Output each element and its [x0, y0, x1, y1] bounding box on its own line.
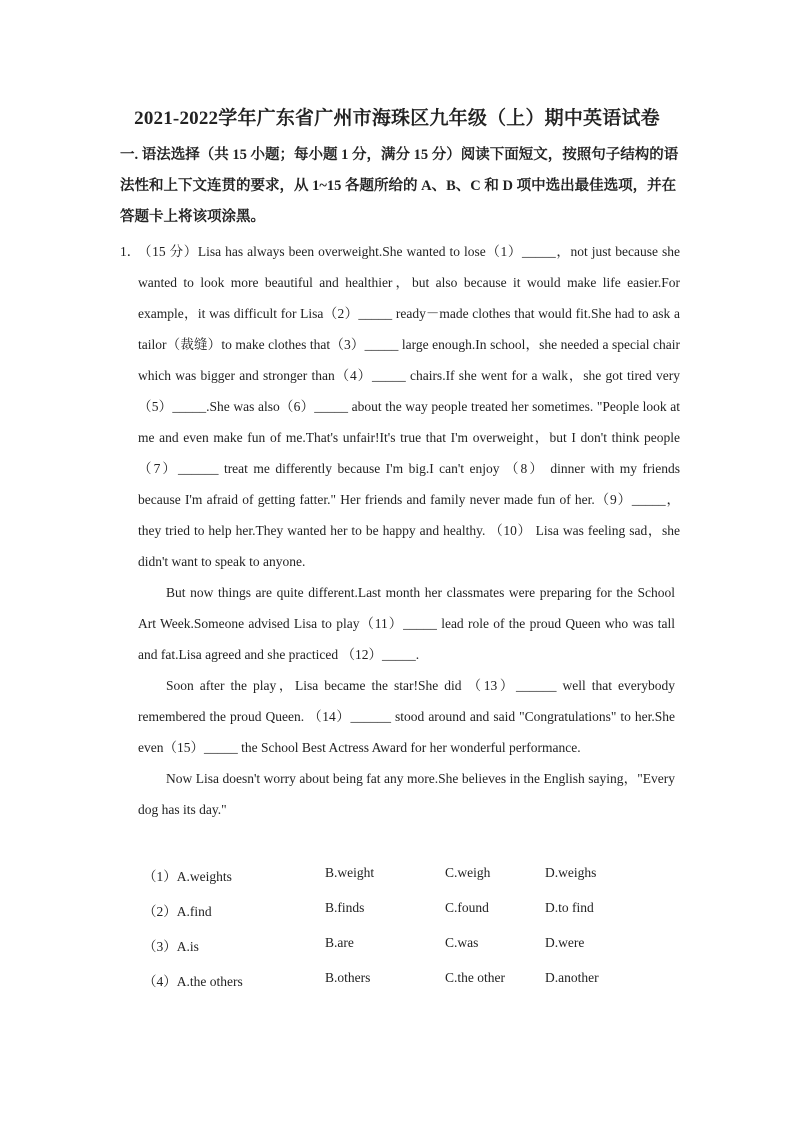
option-a: （1）A.weights — [143, 869, 232, 884]
document-title: 2021-2022学年广东省广州市海珠区九年级（上）期中英语试卷 — [134, 108, 660, 129]
question-number: 1． — [120, 244, 141, 259]
option-d: D.to find — [545, 900, 594, 915]
option-row — [143, 892, 663, 927]
option-d: D.weighs — [545, 865, 597, 880]
passage-paragraph-1: （15 分）Lisa has always been overweight.She wanted to lose（1）_____，not just because she wanted to look more beautiful and healthier，but also because it would make life easier.For example，it was difficult for Lisa（2）_____ ready－made clothes that would fit.She had to ask a tailor（裁缝）to make clothes that（3）_____ large enough.In school，she needed a special chair which was bigger and stronger than（4）_____ chairs.If she went for a walk，she got tired very（5）_____.She was also（6）_____ about the way people treated her sometimes. "People look at me and even make fun of me.That's unfair!It's true that I'm overweight，but I don't think people （7）______ treat me differently because I'm big.I can't enjoy （8） dinner with my friends because I'm afraid of getting fatter." Her friends and family never made fun of her.（9）_____，they tried to help her.They wanted her to be happy and healthy. （10） Lisa was feeling sad，she didn't want to speak to anyone. — [138, 244, 680, 569]
option-b: B.weight — [325, 865, 375, 880]
option-row — [143, 927, 663, 962]
passage-paragraph-4: Now Lisa doesn't worry about being fat any more.She believes in the English saying，"Every dog has its day." — [138, 771, 675, 817]
option-c: C.the other — [445, 970, 505, 985]
option-a: （4）A.the others — [143, 974, 243, 989]
question-block — [120, 236, 680, 577]
option-b: B.are — [325, 935, 354, 950]
option-b: B.finds — [325, 900, 365, 915]
option-c: C.found — [445, 900, 489, 915]
option-row — [143, 857, 663, 892]
passage-paragraph-2: But now things are quite different.Last month her classmates were preparing for the School Art Week.Someone advised Lisa to play（11）_____ lead role of the proud Queen who was tall and fat.Lisa agreed and she practiced （12）_____. — [138, 585, 675, 662]
option-c: C.was — [445, 935, 479, 950]
option-b: B.others — [325, 970, 371, 985]
option-d: D.were — [545, 935, 585, 950]
option-d: D.another — [545, 970, 599, 985]
option-a: （2）A.find — [143, 904, 212, 919]
options-table — [143, 857, 663, 997]
section-heading: 一. 语法选择（共 15 小题；每小题 1 分，满分 15 分）阅读下面短文，按照句子结构的语法性和上下文连贯的要求，从 1~15 各题所给的 A、B、C 和 D 项中选出最佳选项，并在答题卡上将该项涂黑。 — [120, 147, 679, 225]
option-row — [143, 962, 663, 997]
passage-paragraph-3: Soon after the play，Lisa became the star!She did （13）______ well that everybody remembered the proud Queen. （14）______ stood around and said "Congratulations" to her.She even（15）_____ the School Best Actress Award for her wonderful performance. — [138, 678, 675, 755]
option-c: C.weigh — [445, 865, 491, 880]
option-a: （3）A.is — [143, 939, 199, 954]
